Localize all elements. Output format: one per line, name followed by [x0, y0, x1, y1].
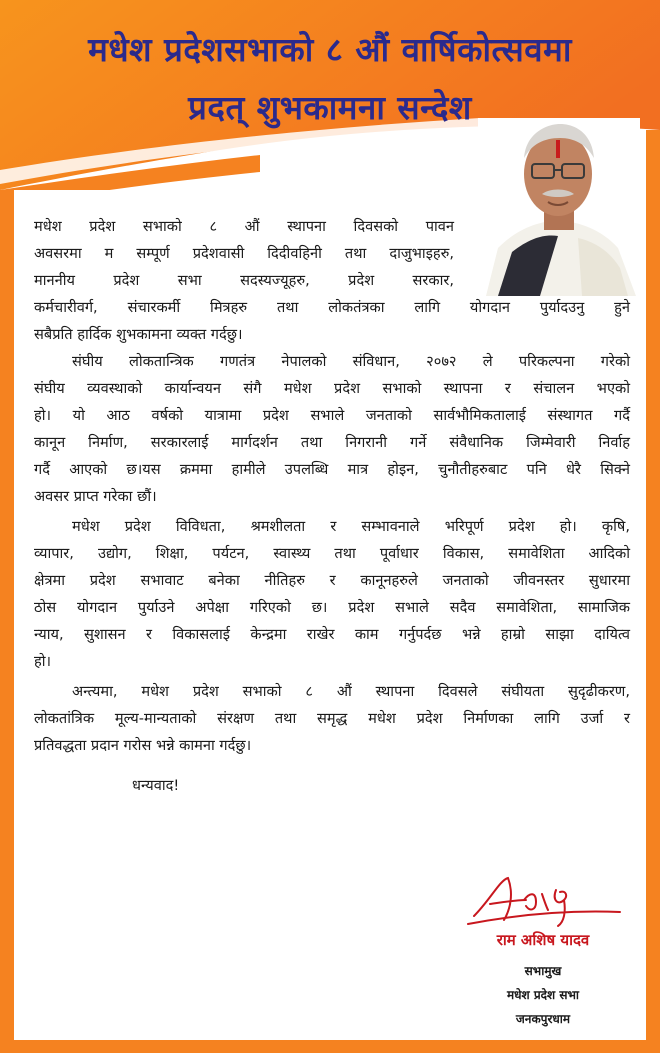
message-line-14: क्षेत्रमा प्रदेश सभावाट बनेका नीतिहरु र कानूनहरुले जनताको जीवनस्तर सुधारमा — [34, 572, 630, 589]
message-line-5: सबैप्रति हार्दिक शुभकामना व्यक्त गर्दछु। — [34, 326, 243, 343]
message-line-12: मधेश प्रदेश विविधता, श्रमशीलता र सम्भावनाले भरिपूर्ण प्रदेश हो। कृषि, — [72, 518, 630, 535]
handwritten-signature — [460, 870, 630, 930]
headline-line-2: प्रदत् शुभकामना सन्देश — [188, 88, 472, 127]
message-line-6: संघीय लोकतान्त्रिक गणतंत्र नेपालको संविधान, २०७२ ले परिकल्पना गरेको — [72, 353, 630, 370]
message-line-15: ठोस योगदान पुर्याउने अपेक्षा गरिएको छ। प्रदेश सभाले सदैव समावेशिता, सामाजिक — [34, 599, 630, 616]
message-line-1: मधेश प्रदेश सभाको ८ औं स्थापना दिवसको पावन — [34, 218, 454, 235]
signatory-title: सभामुख — [524, 964, 562, 978]
message-line-17: हो। — [34, 653, 52, 670]
headline-line-1: मधेश प्रदेशसभाको ८ औं वार्षिकोत्सवमा — [88, 30, 572, 69]
signatory-place: जनकपुरधाम — [515, 1012, 571, 1026]
message-line-18: अन्त्यमा, मधेश प्रदेश सभाको ८ औं स्थापना दिवसले संघीयता सुदृढीकरण, — [72, 683, 630, 700]
message-line-3: माननीय प्रदेश सभा सदस्यज्यूहरु, प्रदेश सरकार, — [34, 272, 454, 289]
message-line-4: कर्मचारीवर्ग, संचारकर्मी मित्रहरु तथा लोकतंत्रका लागि योगदान पुर्यादउनु हुने — [34, 299, 630, 316]
message-line-20: प्रतिवद्धता प्रदान गरोस भन्ने कामना गर्दछु। — [34, 737, 252, 754]
signatory-office: मधेश प्रदेश सभा — [506, 988, 580, 1002]
closing-thanks: धन्यवाद! — [132, 777, 180, 794]
message-line-2: अवसरमा म सम्पूर्ण प्रदेशवासी दिदीवहिनी तथा दाजुभाइहरु, — [34, 245, 454, 262]
message-line-11: अवसर प्राप्त गरेका छौं। — [34, 488, 157, 505]
message-line-8: हो। यो आठ वर्षको यात्रामा प्रदेश सभाले जनताको सार्वभौमिकतालाई संस्थागत गर्दै — [34, 407, 630, 424]
speaker-portrait — [478, 118, 640, 296]
message-line-19: लोकतांत्रिक मूल्य-मान्यताको संरक्षण तथा समृद्ध मधेश प्रदेश निर्माणका लागि उर्जा र — [34, 710, 630, 727]
message-line-16: न्याय, सुशासन र विकासलाई केन्द्रमा राखेर काम गर्नुपर्दछ भन्ने हाम्रो साझा दायित्व — [34, 626, 630, 643]
message-line-13: व्यापार, उद्योग, शिक्षा, पर्यटन, स्वास्थ्य तथा पूर्वाधार विकास, समावेशिता आदिको — [34, 545, 630, 562]
message-line-7: संघीय व्यवस्थाको कार्यान्वयन संगै मधेश प्रदेश सभाको स्थापना र संचालन भएको — [34, 380, 630, 397]
message-line-9: कानून निर्माण, सरकारलाई मार्गदर्शन तथा निगरानी गर्ने संवैधानिक जिम्मेवारी निर्वाह — [34, 434, 630, 451]
signatory-name: राम अशिष यादव — [496, 931, 590, 949]
message-line-10: गर्दै आएको छ।यस क्रममा हामीले उपलब्धि मात्र होइन, चुनौतीहरुबाट पनि धेरै सिक्ने — [34, 461, 630, 478]
